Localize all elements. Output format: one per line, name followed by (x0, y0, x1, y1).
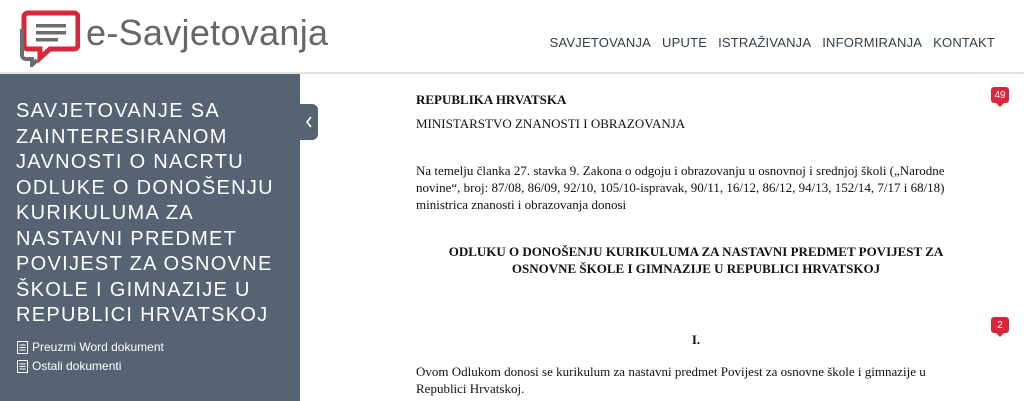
collapse-sidebar-button[interactable] (300, 104, 318, 140)
logo-text[interactable]: e-Savjetovanja (86, 12, 329, 53)
download-word-link[interactable] (17, 340, 164, 354)
doc-preamble-line: ministrica znanosti i obrazovanja donosi (416, 197, 627, 212)
nav-informiranja[interactable]: INFORMIRANJA (822, 35, 923, 50)
comment-count-badge[interactable]: 49 (991, 87, 1009, 103)
nav-kontakt[interactable]: KONTAKT (933, 35, 995, 50)
nav-istrazivanja[interactable]: ISTRAŽIVANJA (718, 35, 812, 50)
doc-preamble-line: novine“, broj: 87/08, 86/09, 92/10, 105/10-ispravak, 90/11, 16/12, 86/12, 94/13, 152/14, 7/17 i 68/18) (416, 180, 945, 195)
sidebar (0, 74, 300, 401)
consultation-title: SAVJETOVANJE SA ZAINTERESIRANOM JAVNOSTI O NACRTU ODLUKE O DONOŠENJU KURIKULUMA ZA NASTAVNI PREDMET POVIJEST ZA OSNOVNE ŠKOLE I GIMNAZIJE U REPUBLICI HRVATSKOJ (16, 100, 274, 326)
document-icon (17, 360, 28, 373)
top-header (0, 0, 1024, 74)
download-word-label: Preuzmi Word dokument (32, 340, 164, 354)
section-text: Ovom Odlukom donosi se kurikulum za nastavni predmet Povijest za osnovne škole i gimnazije u (416, 364, 926, 379)
comment-count-badge[interactable]: 2 (991, 317, 1009, 333)
doc-header: REPUBLIKA HRVATSKA (416, 92, 567, 107)
section-text: Republici Hrvatskoj. (416, 381, 525, 396)
chevron-left-icon (305, 116, 313, 128)
logo-icon[interactable] (14, 9, 80, 67)
main-nav (539, 35, 995, 50)
doc-preamble-line: Na temelju članka 27. stavka 9. Zakona o odgoju i obrazovanju u osnovnoj i srednjoj školi („Narodne (416, 163, 945, 178)
doc-ministry: MINISTARSTVO ZNANOSTI I OBRAZOVANJA (416, 116, 686, 131)
other-documents-link[interactable] (17, 359, 121, 373)
section-heading: I. (691, 332, 701, 347)
other-documents-label: Ostali dokumenti (32, 359, 122, 373)
decision-title: ODLUKU O DONOŠENJU KURIKULUMA ZA NASTAVNI PREDMET POVIJEST ZA (448, 244, 944, 259)
document-icon (17, 341, 28, 354)
nav-upute[interactable]: UPUTE (662, 35, 708, 50)
decision-title: OSNOVNE ŠKOLE I GIMNAZIJE U REPUBLICI HRVATSKOJ (511, 261, 881, 276)
nav-savjetovanja[interactable]: SAVJETOVANJA (549, 35, 652, 50)
